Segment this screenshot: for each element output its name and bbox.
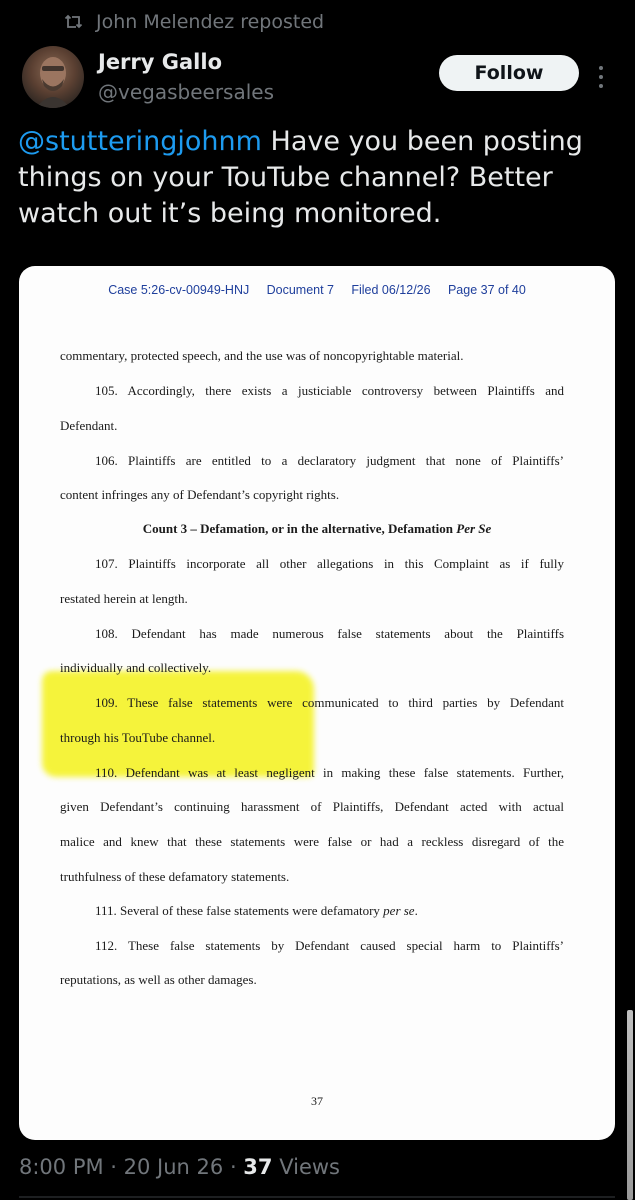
doc-line: 107. Plaintiffs incorporate all other allegations in this Complaint as if fully	[95, 556, 564, 571]
author-handle[interactable]: @vegasbeersales	[98, 80, 274, 104]
doc-line: given Defendant’s continuing harassment of Plaintiffs, Defendant acted with actual	[60, 799, 564, 814]
doc-case-header: Case 5:26-cv-00949-HNJ Document 7 Filed 06/12/26 Page 37 of 40	[108, 283, 526, 297]
repost-label: John Melendez reposted	[96, 11, 325, 33]
doc-line: individually and collectively.	[60, 660, 212, 675]
doc-line: reputations, as well as other damages.	[60, 972, 257, 987]
meta-separator: ·	[103, 1155, 124, 1179]
tweet-text	[18, 124, 618, 232]
divider	[19, 1196, 615, 1198]
follow-button[interactable]: Follow	[439, 55, 579, 91]
avatar[interactable]	[22, 46, 84, 108]
line-111-text: 111. Several of these false statements were defamatory	[95, 903, 384, 918]
scrollbar[interactable]	[627, 1010, 633, 1200]
doc-line: content infringes any of Defendant’s copyright rights.	[60, 487, 340, 502]
line-111-end: .	[414, 903, 418, 918]
repost-indicator[interactable]	[64, 11, 324, 33]
doc-line: restated herein at length.	[60, 591, 188, 606]
views-count[interactable]: 37	[243, 1155, 273, 1179]
more-options-icon[interactable]	[598, 64, 604, 90]
tweet-time[interactable]: 8:00 PM	[19, 1155, 104, 1179]
document-image[interactable]	[19, 266, 615, 1140]
doc-line: Defendant.	[60, 418, 118, 433]
repost-icon	[64, 12, 84, 32]
tweet-date[interactable]: 20 Jun 26	[123, 1155, 224, 1179]
views-label: Views	[272, 1155, 340, 1179]
line-111-italic: per se	[383, 903, 415, 918]
tweet-meta	[19, 1155, 340, 1179]
doc-line: 105. Accordingly, there exists a justiciable controversy between Plaintiffs and	[95, 383, 564, 398]
author-name[interactable]: Jerry Gallo	[98, 50, 223, 74]
heading-italic: Per Se	[456, 521, 492, 536]
doc-line: through his TouTube channel.	[60, 730, 216, 745]
doc-line: malice and knew that these statements were false or had a reckless disregard of the	[60, 834, 564, 849]
doc-line: commentary, protected speech, and the use was of noncopyrightable material.	[60, 348, 464, 363]
doc-line: 108. Defendant has made numerous false statements about the Plaintiffs	[95, 626, 564, 641]
tweet-body: Have you been posting things on your TouTube channel? Better watch out it’s being monitored.	[18, 126, 583, 229]
heading-text: Count 3 – Defamation, or in the alternative, Defamation	[142, 521, 457, 536]
doc-line: truthfulness of these defamatory statements.	[60, 869, 290, 884]
doc-line: 112. These false statements by Defendant caused special harm to Plaintiffs’	[95, 938, 564, 953]
doc-count-heading	[19, 521, 615, 537]
meta-separator: ·	[223, 1155, 244, 1179]
doc-page-number: 37	[311, 1094, 323, 1108]
mention-link[interactable]: @stutteringjohnm	[18, 126, 262, 157]
doc-line: 106. Plaintiffs are entitled to a declaratory judgment that none of Plaintiffs’	[95, 453, 564, 468]
doc-line: 109. These false statements were communicated to third parties by Defendant	[95, 695, 564, 710]
doc-line	[60, 903, 564, 919]
yellow-highlight	[42, 671, 314, 777]
doc-line: 110. Defendant was at least negligent in making these false statements. Further,	[95, 765, 564, 780]
